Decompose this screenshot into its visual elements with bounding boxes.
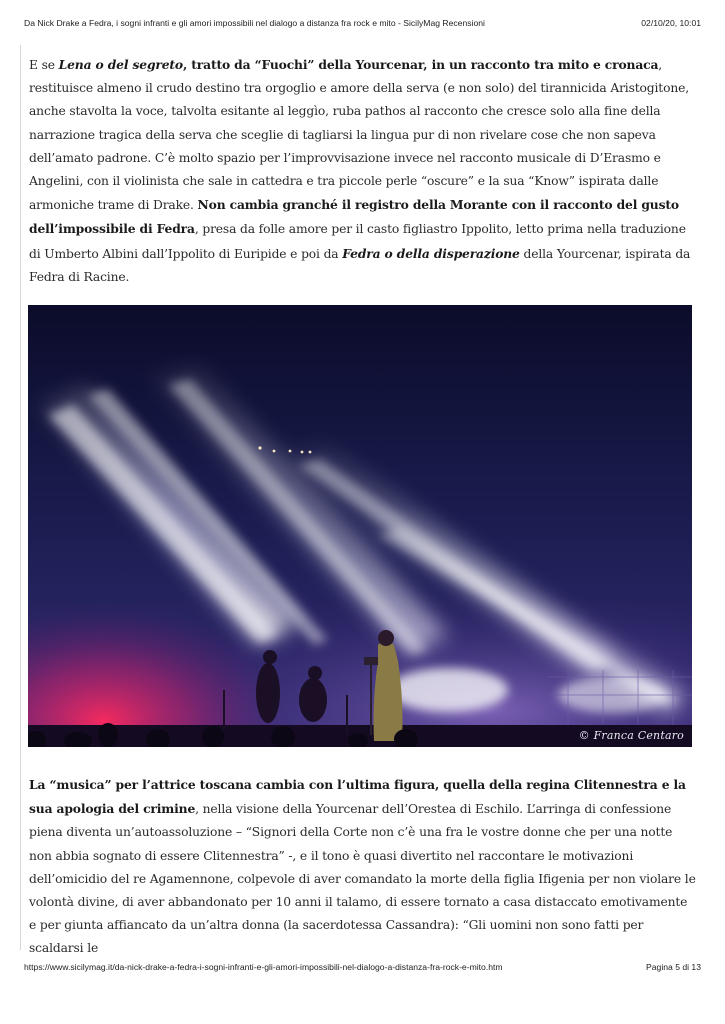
stage-photo [28, 305, 692, 747]
work-title-lena: Lena o del segreto [58, 57, 183, 72]
text-run: , presa da folle amore per il casto figliastro Ippolito, letto prima nella traduzione di Umberto Albini dall’Ippolito di Euripide e poi da [29, 222, 686, 261]
text-run: , restituisce almeno il crudo destino tra orgoglio e amore della serva (e non solo) del tirannicida Aristogitone, anche stavolta la voce, talvolta esitante al leggìo, ruba pathos al racconto che cresce solo alla fine della narrazione tragica della serva che sceglie di tagliarsi la lingua pur di non rivelare cose che non sapeva dell’amato padrone. C’è molto spazio per l’improvvisazione invece nel racconto musicale di D’Erasmo e Angelini, con il violinista che sale in cattedra e tra piccole perle “oscure” e la sua “Know” ispirata dalle armoniche trame di Drake. [29, 58, 690, 213]
bold-run-clitennestra: La “musica” per l’attrice toscana cambia con l’ultima figura, quella della regina Clitennestra e la sua apologia del crimine [29, 777, 686, 817]
text-run: E se [29, 58, 59, 72]
text-run: della Yourcenar, ispirata da Fedra di Racine. [29, 246, 691, 284]
text-run: , nella visione della Yourcenar dell’Orestea di Eschilo. L’arringa di confessione piena diventa un’autoassoluzione – “Signori della Corte non c’è una fra le vostre donne che per una notte non abbia sognato di essere Clitennestra” -, e il tono è quasi divertito nel raccontare le motivazioni dell’omicidio del re Agamennone, colpevole di aver comandato la morte della figlia Ifigenia per non violare le volontà divine, di aver abbandonato per 10 anni il talamo, di essere tornato a casa distaccato emotivamente e per giunta affiancato da un’altra donna (la sacerdotessa Cassandra): “Gli uomini non sono fatti per scaldarsi le [29, 802, 696, 956]
photo-credit: © Franca Centaro [578, 729, 684, 742]
article-left-rule [20, 45, 21, 950]
article-paragraph-clitennestra [29, 773, 697, 961]
print-date: 02/10/20, 10:01 [641, 18, 701, 28]
bold-run-fedra: Non cambia granché il registro della Morante con il racconto del gusto dell’impossibile di Fedra [29, 197, 679, 237]
bold-run: , tratto da “Fuochi” della Yourcenar, in un racconto tra mito e cronaca [183, 57, 659, 72]
stage-photo-illustration [28, 305, 692, 747]
page-title: Da Nick Drake a Fedra, i sogni infranti e gli amori impossibili nel dialogo a distanza fra rock e mito - SicilyMag Recensioni [24, 18, 485, 28]
print-header [24, 18, 701, 32]
page-number: Pagina 5 di 13 [646, 962, 701, 972]
print-footer [24, 962, 701, 976]
work-title-fedra: Fedra o della disperazione [342, 245, 520, 261]
article-paragraph-lena [29, 53, 697, 289]
page-url: https://www.sicilymag.it/da-nick-drake-a-fedra-i-sogni-infranti-e-gli-amori-impossibili-nel-dialogo-a-distanza-fra-rock-e-mito.htm [24, 962, 503, 972]
